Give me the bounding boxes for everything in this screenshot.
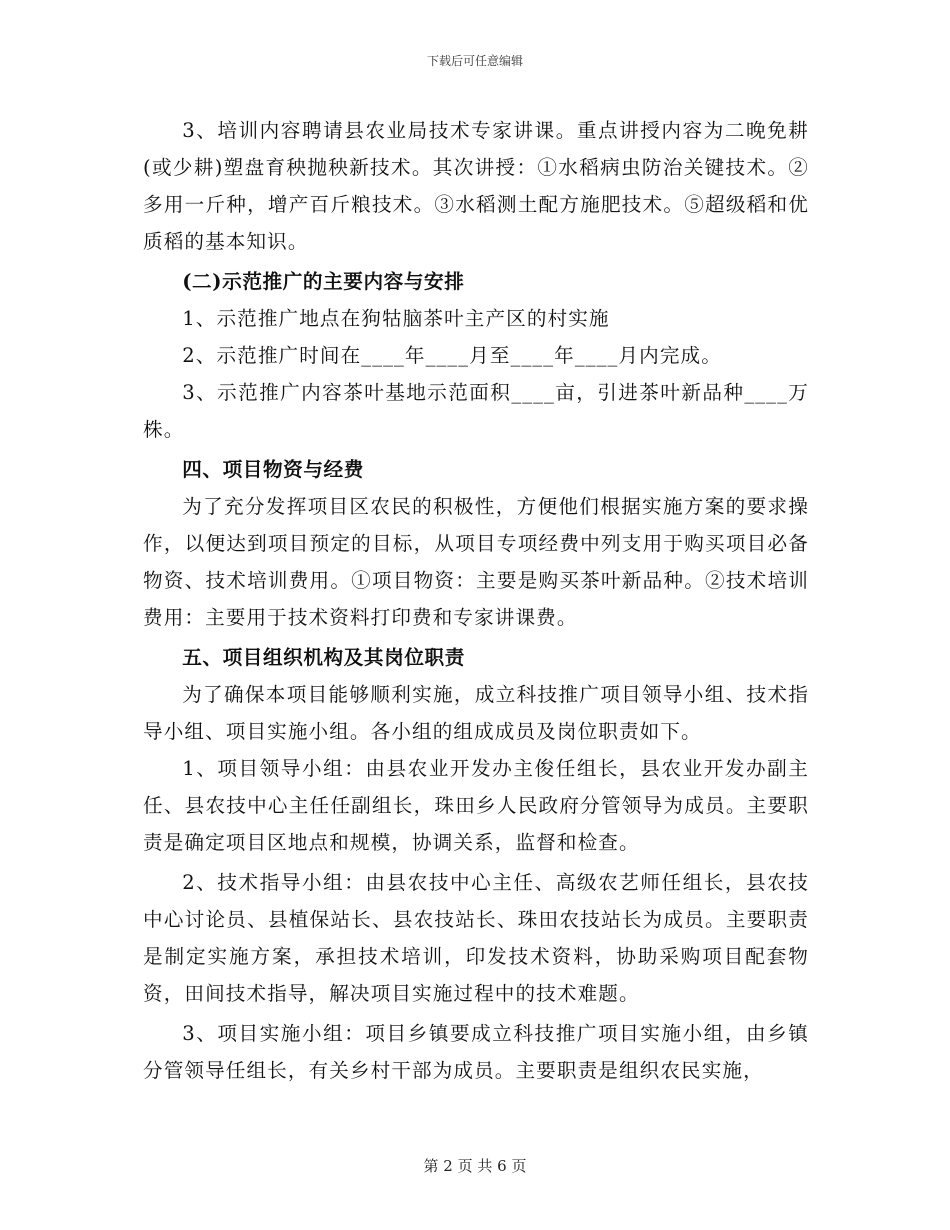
paragraph-technical-group: 2、技术指导小组：由县农技中心主任、高级农艺师任组长，县农技中心讨论员、县植保站长、县农技站长、珠田农技站长为成员。主要职责是制定实施方案，承担技术培训，印发技术资料，协助采购项目配套物资，田间技术指导，解决项目实施过程中的技术难题。 <box>143 871 809 1005</box>
paragraph-demo-location: 1、示范推广地点在狗牯脑茶叶主产区的村实施 <box>182 307 610 330</box>
document-body <box>143 112 809 1089</box>
section-heading-materials-funding: 四、项目物资与经费 <box>182 458 364 481</box>
paragraph-organization-intro: 为了确保本项目能够顺利实施，成立科技推广项目领导小组、技术指导小组、项目实施小组。各小组的组成成员及岗位职责如下。 <box>143 683 809 743</box>
page-number: 第 2 页 共 6 页 <box>423 1157 527 1175</box>
paragraph-materials-funding: 为了充分发挥项目区农民的积极性，方便他们根据实施方案的要求操作，以便达到项目预定的目标，从项目专项经费中列支用于购买项目必备物资、技术培训费用。①项目物资：主要是购买茶叶新品种。②技术培训费用：主要用于技术资料打印费和专家讲课费。 <box>143 495 809 629</box>
section-heading-organization: 五、项目组织机构及其岗位职责 <box>182 646 465 669</box>
section-heading-demo-promotion: (二)示范推广的主要内容与安排 <box>182 270 465 293</box>
paragraph-training-content: 3、培训内容聘请县农业局技术专家讲课。重点讲授内容为二晚免耕(或少耕)塑盘育秧抛秧新技术。其次讲授：①水稻病虫防治关键技术。②多用一斤种，增产百斤粮技术。③水稻测土配方施肥技术。⑤超级稻和优质稻的基本知识。 <box>143 119 809 253</box>
paragraph-leading-group: 1、项目领导小组：由县农业开发办主俊任组长，县农业开发办副主任、县农技中心主任任副组长，珠田乡人民政府分管领导为成员。主要职责是确定项目区地点和规模，协调关系，监督和检查。 <box>143 757 809 854</box>
page-header-note: 下载后可任意编辑 <box>426 54 523 68</box>
paragraph-demo-time: 2、示范推广时间在____年____月至____年____月内完成。 <box>182 344 722 367</box>
paragraph-implementation-group: 3、项目实施小组：项目乡镇要成立科技推广项目实施小组，由乡镇分管领导任组长，有关乡村干部为成员。主要职责是组织农民实施， <box>143 1022 809 1082</box>
paragraph-demo-content: 3、示范推广内容茶叶基地示范面积____亩，引进茶叶新品种____万株。 <box>143 381 809 441</box>
